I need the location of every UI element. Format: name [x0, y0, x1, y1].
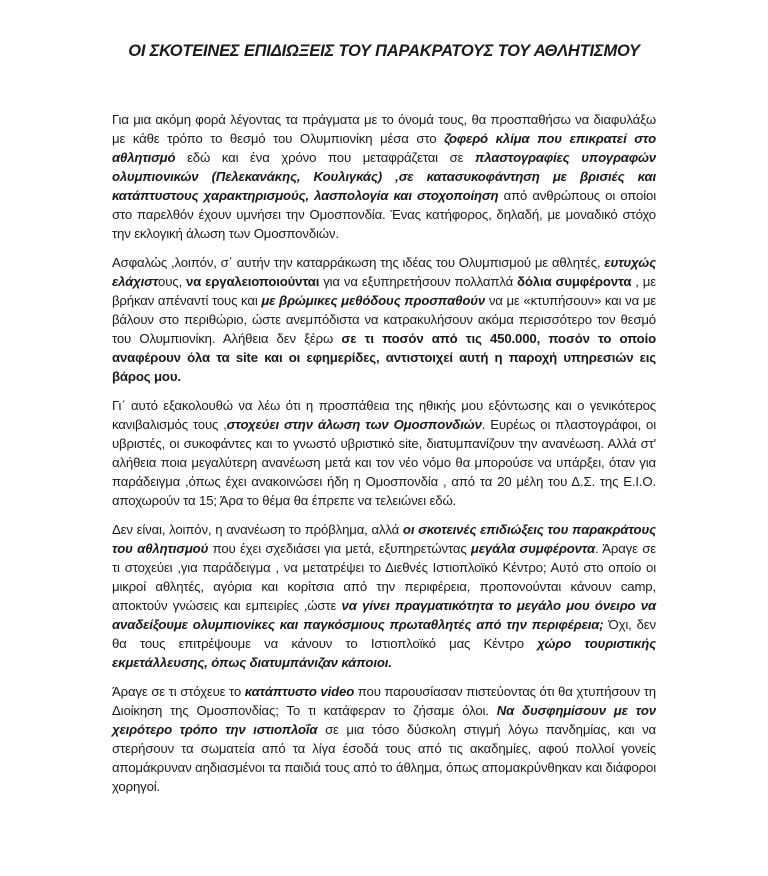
text-run: . Ευρέως οι πλαστογράφοι, οι υβριστές, οι συκοφάντες και το γνωστό υβριστικό site, διατυμπανίζουν την ανανέωση. Αλλά στ' αλήθεια ποια μεγαλύτερη ανανέωση μετά και τον νέο νόμο θα μπορούσε να υπάρξει, όταν για παράδειγμα ,όπως έχει ανακοινώσει ήδη η Ομοσπονδία , από τα 20 μέλη του Δ.Σ. της Ε.Ι.Ο. αποχωρούν τα 15; Άρα το θέμα θα έπρεπε να τελειώνει εδώ.	[112, 417, 656, 508]
emphasized-text-run: χώρο τουριστικής εκμετάλλευσης, όπως διατυμπάνιζαν κάποιοι.	[112, 636, 656, 670]
emphasized-text-run: κατάπτυστο video	[244, 684, 355, 699]
text-run: Όχι, δεν θα τους επιτρέψουμε να κάνουν το Ιστιοπλοϊκό μας Κέντρο	[112, 617, 656, 651]
text-run: που παρουσίασαν πιστεύοντας ότι θα χτυπήσουν τη Διοίκηση της Ομοσπονδίας; Το τι κατάφεραν το ζήσαμε όλοι.	[112, 684, 656, 718]
paragraph	[112, 520, 656, 672]
paragraph	[112, 253, 656, 386]
text-run: Ασφαλώς ,λοιπόν, σ΄ αυτήν την καταρράκωση της ιδέας του Ολυμπισμού με αθλητές,	[112, 255, 605, 270]
emphasized-text-run: ζοφερό κλίμα που επικρατεί στο αθλητισμό	[112, 131, 656, 165]
emphasized-text-run: μεγάλα συμφέροντα	[470, 541, 596, 556]
text-run: Δεν είναι, λοιπόν, η ανανέωση το πρόβλημα, αλλά	[112, 522, 403, 537]
text-run: Για μια ακόμη φορά λέγοντας τα πράγματα με το όνομά τους, θα προσπαθήσω να διαφυλάξω με κάθε τρόπο το θεσμό του Ολυμπιονίκη μέσα στο	[112, 112, 656, 146]
text-run: για να εξυπηρετήσουν πολλαπλά	[319, 274, 518, 289]
document-body	[112, 110, 656, 806]
emphasized-text-run: δόλια συμφέροντα	[517, 274, 632, 289]
emphasized-text-run: να γίνει πραγματικότητα το μεγάλο μου όνειρο να αναδείξουμε ολυμπιονίκες και παγκόσμιους πρωταθλητές από την περιφέρεια;	[112, 598, 656, 632]
emphasized-text-run: στοχεύει στην άλωση των Ομοσπονδιών	[226, 417, 482, 432]
text-run: Άραγε σε τι στόχευε το	[112, 684, 245, 699]
emphasized-text-run: σε τι ποσόν από τις 450.000, ποσόν το οποίο αναφέρουν όλα τα site και οι εφημερίδες, αντιστοιχεί αυτή η παροχή υπηρεσιών εις βάρος μου.	[112, 331, 656, 384]
text-run: που έχει σχεδιάσει για μετά, εξυπηρετώντας	[208, 541, 471, 556]
emphasized-text-run: οι σκοτεινές επιδιώξεις του παρακράτους του αθλητισμού	[112, 522, 656, 556]
emphasized-text-run: Να δυσφημίσουν με τον χειρότερο τρόπο την ιστιοπλοΐα	[112, 703, 656, 737]
text-run: . Άραγε σε τι στοχεύει ,για παράδειγμα , να μετατρέψει το Διεθνές Ιστιοπλοϊκό Κέντρο; Αυτό στο οποίο οι μικροί αθλητές, αγόρια και κορίτσια από την περιφέρεια, προπονούνται κάνουν camp, αποκτούν γνώσεις και εμπειρίες ,ώστε	[112, 541, 656, 613]
emphasized-text-run: ευτυχώς ελάχιστ	[112, 255, 656, 289]
paragraph	[112, 682, 656, 796]
emphasized-text-run: πλαστογραφίες υπογραφών ολυμπιονικών (Πελεκανάκης, Κουλιγκάς) ,σε κατασυκοφάντηση με βρισιές και κατάπτυστους χαρακτηρισμούς, λασπολογία και στοχοποίηση	[112, 150, 656, 203]
emphasized-text-run: να εργαλειοποιούνται	[186, 274, 320, 289]
text-run: , με βρήκαν απέναντί τους και	[112, 274, 656, 308]
text-run: να με «κτυπήσουν» και να με βάλουν στο περιθώριο, ώστε ανεμπόδιστα να κατρακυλήσουν ακόμα περισσότερο τον θεσμό του Ολυμπιονίκη. Αλήθεια δεν ξέρω	[112, 293, 656, 346]
text-run: εδώ και ένα χρόνο που μεταφράζεται σε	[175, 150, 476, 165]
text-run: ους,	[158, 274, 186, 289]
document-title: ΟΙ ΣΚΟΤΕΙΝΕΣ ΕΠΙΔΙΩΞΕΙΣ ΤΟΥ ΠΑΡΑΚΡΑΤΟΥΣ ΤΟΥ ΑΘΛΗΤΙΣΜΟΥ	[128, 42, 640, 60]
paragraph	[112, 110, 656, 243]
text-run: Γι΄ αυτό εξακολουθώ να λέω ότι η προσπάθεια της ηθικής μου εξόντωσης και ο γενικότερος κανιβαλισμός τους ,	[112, 398, 656, 432]
paragraph	[112, 396, 656, 510]
text-run: σε μια τόσο δύσκολη στιγμή λόγω πανδημίας, και να στερήσουν τα σωματεία από τα λίγα έσοδά τους από τις ακαδημίες, αφού πολλοί γονείς απομάκρυναν αηδιασμένοι τα παιδιά τους από το άθλημα, όπως απομακρύνθηκαν και διάφοροι χορηγοί.	[112, 722, 656, 794]
text-run: από ανθρώπους οι οποίοι στο παρελθόν έχουν υμνήσει την Ομοσπονδία. Ένας κατήφορος, δηλαδή, με μοναδικό στόχο την εκλογική άλωση των Ομοσπονδιών.	[112, 188, 656, 241]
emphasized-text-run: με βρώμικες μεθόδους προσπαθούν	[261, 293, 486, 308]
